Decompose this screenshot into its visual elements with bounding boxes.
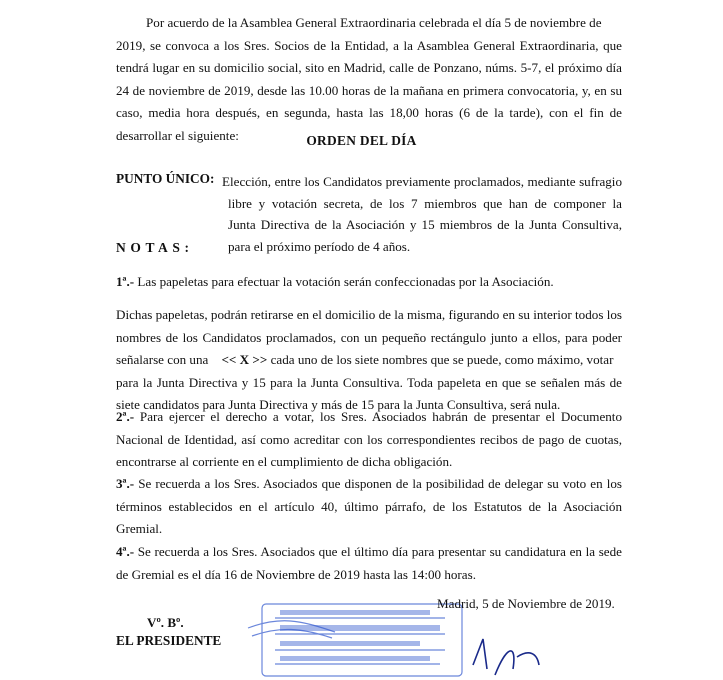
visto-bueno: Vº. Bº.: [147, 615, 184, 630]
place-date: Madrid, 5 de Noviembre de 2019.: [437, 596, 615, 611]
intro-line: 24 de noviembre de 2019, desde las 10.00 horas de la mañana en primera convocatoria, y, en su: [116, 82, 622, 98]
punto-unico-text: [222, 171, 622, 257]
dichas-line: para la Junta Directiva y 15 para la Junta Consultiva. Toda papeleta en que se señalen más de: [116, 374, 622, 390]
intro-line: caso, media hora después, en segunda, hasta las 18,00 horas (6 de la tarde), con el fin de: [116, 105, 622, 121]
punto-line: Elección, entre los Candidatos previamente proclamados, mediante sufragio: [222, 174, 622, 189]
nota-3: [116, 473, 622, 541]
nota-number: 2ª.-: [116, 409, 135, 424]
intro-line: Por acuerdo de la Asamblea General Extraordinaria celebrada el día 5 de noviembre de: [146, 15, 602, 30]
dichas-paragraph: [116, 304, 622, 417]
nota-number: 1ª.-: [116, 274, 135, 289]
nota-text: Las papeletas para efectuar la votación serán confeccionadas por la Asociación.: [137, 274, 554, 289]
dichas-line: nombres de los Candidatos proclamados, con un pequeño rectángulo junto a ellos, para poder: [116, 329, 622, 345]
signature: [455, 625, 595, 680]
nota-text: Gremial.: [116, 521, 163, 537]
dichas-line: siete candidatos para Junta Directiva y más de 15 para la Junta Consultiva, será nula.: [116, 397, 561, 413]
punto-line: libre y votación secreta, de los 7 miembros que han de componer la: [228, 195, 622, 211]
dichas-line: [116, 349, 622, 372]
nota-2: [116, 406, 622, 474]
dichas-line3-post: cada uno de los siete nombres que se puede, como máximo, votar: [270, 352, 614, 368]
nota-1: [116, 271, 622, 294]
nota-4: [116, 541, 622, 586]
intro-line: 2019, se convoca a los Sres. Socios de la Entidad, a la Asamblea General Extraordinaria, que: [116, 37, 622, 53]
intro-paragraph: [116, 12, 622, 148]
president-label: EL PRESIDENTE: [116, 633, 222, 648]
nota-number: 3ª.-: [116, 476, 135, 491]
dichas-line: Dichas papeletas, podrán retirarse en el domicilio de la misma, figurando en su interior todos los: [116, 307, 622, 322]
nota-text: Nacional de Identidad, así como acreditar con los correspondientes recibos de pago de cuotas,: [116, 431, 622, 447]
nota-number: 4ª.-: [116, 544, 135, 559]
agenda-heading: ORDEN DEL DÍA: [306, 133, 417, 148]
punto-unico-label: PUNTO ÚNICO:: [116, 171, 215, 186]
nota-text: encontrarse al corriente en el cumplimiento de dicha obligación.: [116, 454, 453, 470]
nota-text: términos establecidos en el artículo 40, último párrafo, de los Estatutos de la Asociación: [116, 498, 622, 514]
x-mark: << X >>: [221, 352, 268, 368]
dichas-line3-pre: señalarse con una: [116, 352, 209, 368]
nota-text: de Gremial es el día 16 de Noviembre de 2019 hasta las 14:00 horas.: [116, 566, 476, 582]
nota-text: Para ejercer el derecho a votar, los Sres. Asociados habrán de presentar el Documento: [139, 409, 622, 424]
nota-text: Se recuerda a los Sres. Asociados que el último día para presentar su candidatura en la sede: [137, 544, 622, 559]
intro-line: desarrollar el siguiente:: [116, 127, 239, 143]
notas-label: NOTAS:: [116, 240, 194, 255]
nota-text: Se recuerda a los Sres. Asociados que disponen de la posibilidad de delegar su voto en los: [138, 476, 622, 491]
punto-line: para el próximo período de 4 años.: [228, 238, 411, 254]
punto-line: Junta Directiva de la Asociación y 15 miembros de la Junta Consultiva,: [228, 217, 622, 232]
intro-line: tendrá lugar en su domicilio social, sito en Madrid, calle de Ponzano, núms. 5-7, el próximo día: [116, 60, 622, 76]
